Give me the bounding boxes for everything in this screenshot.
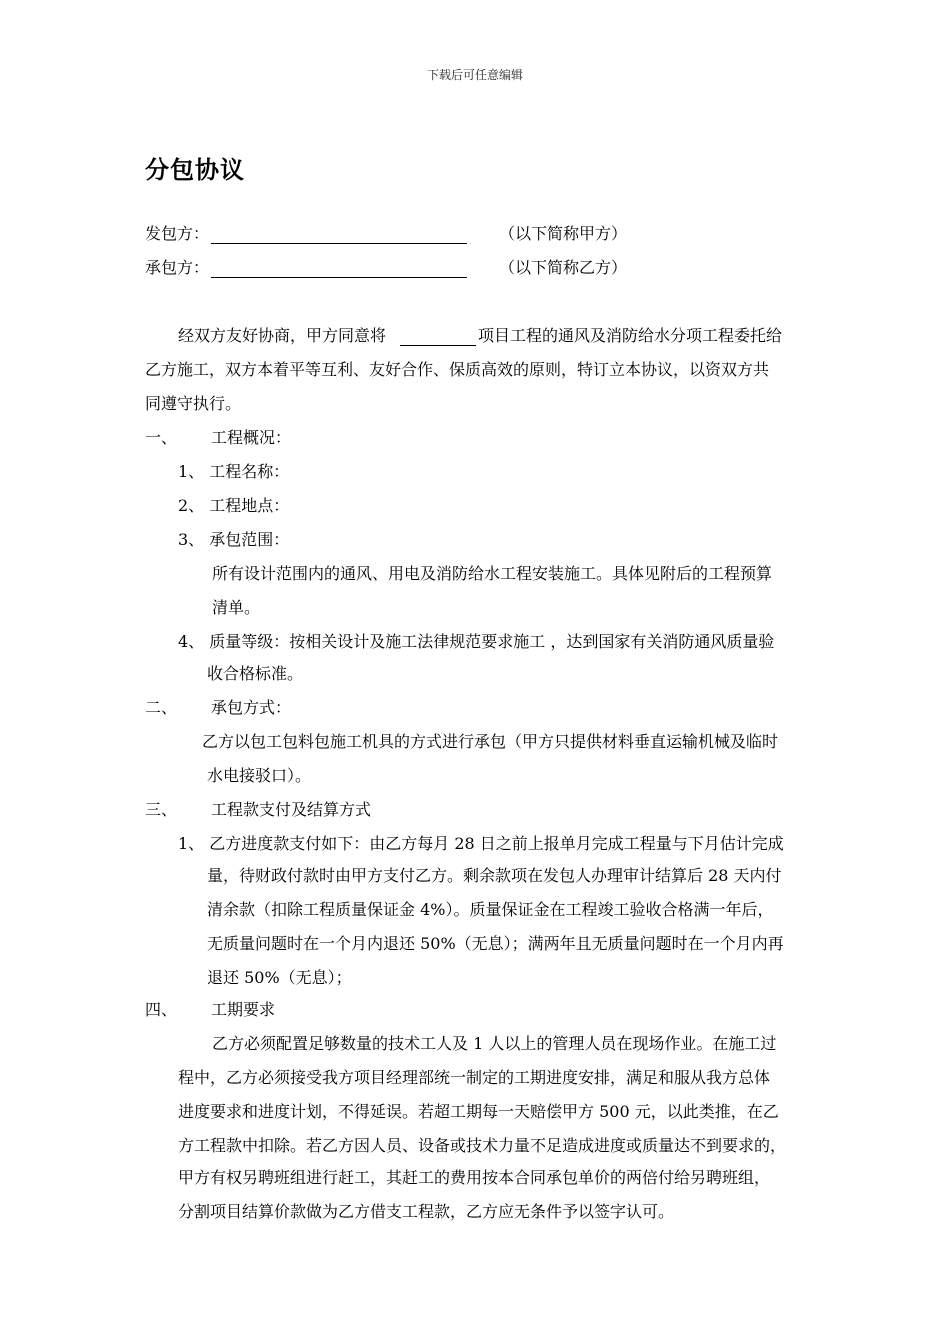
party-b-label: 承包方： [145,258,210,277]
intro-line-2: 乙方施工，双方本着平等互利、友好合作、保质高效的原则，特订立本协议，以资双方共 [145,360,770,379]
s4-line-1: 乙方必须配置足够数量的技术工人及 1 人以上的管理人员在现场作业。在施工过 [212,1034,777,1053]
s4-line-4: 方工程款中扣除。若乙方因人员、设备或技术力量不足造成进度或质量达不到要求的， [178,1136,787,1155]
document-title: 分包协议 [145,155,245,184]
section-4-number: 四、 [145,1000,178,1019]
s2-line-2: 水电接驳口）。 [207,766,312,785]
s3-line-4: 无质量问题时在一个月内退还 50%（无息）；满两年且无质量问题时在一个月内再 [207,934,784,953]
party-b-blank[interactable] [211,261,467,278]
section-2-heading [145,698,291,718]
s1-item-2: 2、 工程地点： [178,496,290,515]
s3-line-3: 清余款（扣除工程质量保证金 4%）。质量保证金在工程竣工验收合格满一年后， [207,900,774,919]
intro-line-1-pre: 经双方友好协商，甲方同意将 [178,326,387,345]
intro-line-3: 同遵守执行。 [145,394,242,413]
s4-line-6: 分割项目结算价款做为乙方借支工程款，乙方应无条件予以签字认可。 [178,1202,675,1221]
page-header-note: 下载后可任意编辑 [426,68,523,82]
section-4-title: 工期要求 [211,1000,276,1019]
party-a-label: 发包方： [145,224,210,243]
section-1-title: 工程概况： [211,428,292,447]
s1-item-3-line-2: 清单。 [212,598,261,617]
section-4-heading [145,1000,275,1020]
party-a-abbr: （以下简称甲方） [499,224,628,243]
s2-line-1: 乙方以包工包料包施工机具的方式进行承包（甲方只提供材料垂直运输机械及临时 [202,732,779,751]
s4-line-5: 甲方有权另聘班组进行赶工，其赶工的费用按本合同承包单价的两倍付给另聘班组， [178,1168,771,1187]
section-2-number: 二、 [145,698,178,717]
s4-line-2: 程中，乙方必须接受我方项目经理部统一制定的工期进度安排，满足和服从我方总体 [178,1068,771,1087]
party-a-blank[interactable] [211,227,467,244]
party-a-line [145,224,627,244]
s1-item-4-line-1: 4、 质量等级：按相关设计及施工法律规范要求施工 ，达到国家有关消防通风质量验 [178,632,775,651]
intro-line-1 [178,326,782,346]
s3-line-1: 1、 乙方进度款支付如下：由乙方每月 28 日之前上报单月完成工程量与下月估计完成 [178,834,784,853]
party-b-line [145,258,627,278]
section-3-title: 工程款支付及结算方式 [211,800,372,819]
party-b-abbr: （以下简称乙方） [499,258,628,277]
s1-item-3: 3、 承包范围： [178,530,290,549]
s4-line-3: 进度要求和进度计划，不得延误。若超工期每一天赔偿甲方 500 元，以此类推，在乙 [178,1102,779,1121]
s3-line-5: 退还 50%（无息）； [207,968,352,987]
s1-item-3-line-1: 所有设计范围内的通风、用电及消防给水工程安装施工。具体见附后的工程预算 [212,564,773,583]
section-2-title: 承包方式： [211,698,292,717]
intro-line-1-post: 项目工程的通风及消防给水分项工程委托给 [478,326,783,345]
section-3-number: 三、 [145,800,178,819]
s1-item-4-line-2: 收合格标准。 [207,664,304,683]
project-name-blank[interactable] [400,329,476,346]
s3-line-2: 量，待财政付款时由甲方支付乙方。剩余款项在发包人办理审计结算后 28 天内付 [207,866,782,885]
section-1-heading [145,428,291,448]
section-1-number: 一、 [145,428,178,447]
section-3-heading [145,800,371,820]
s1-item-1: 1、 工程名称： [178,462,290,481]
